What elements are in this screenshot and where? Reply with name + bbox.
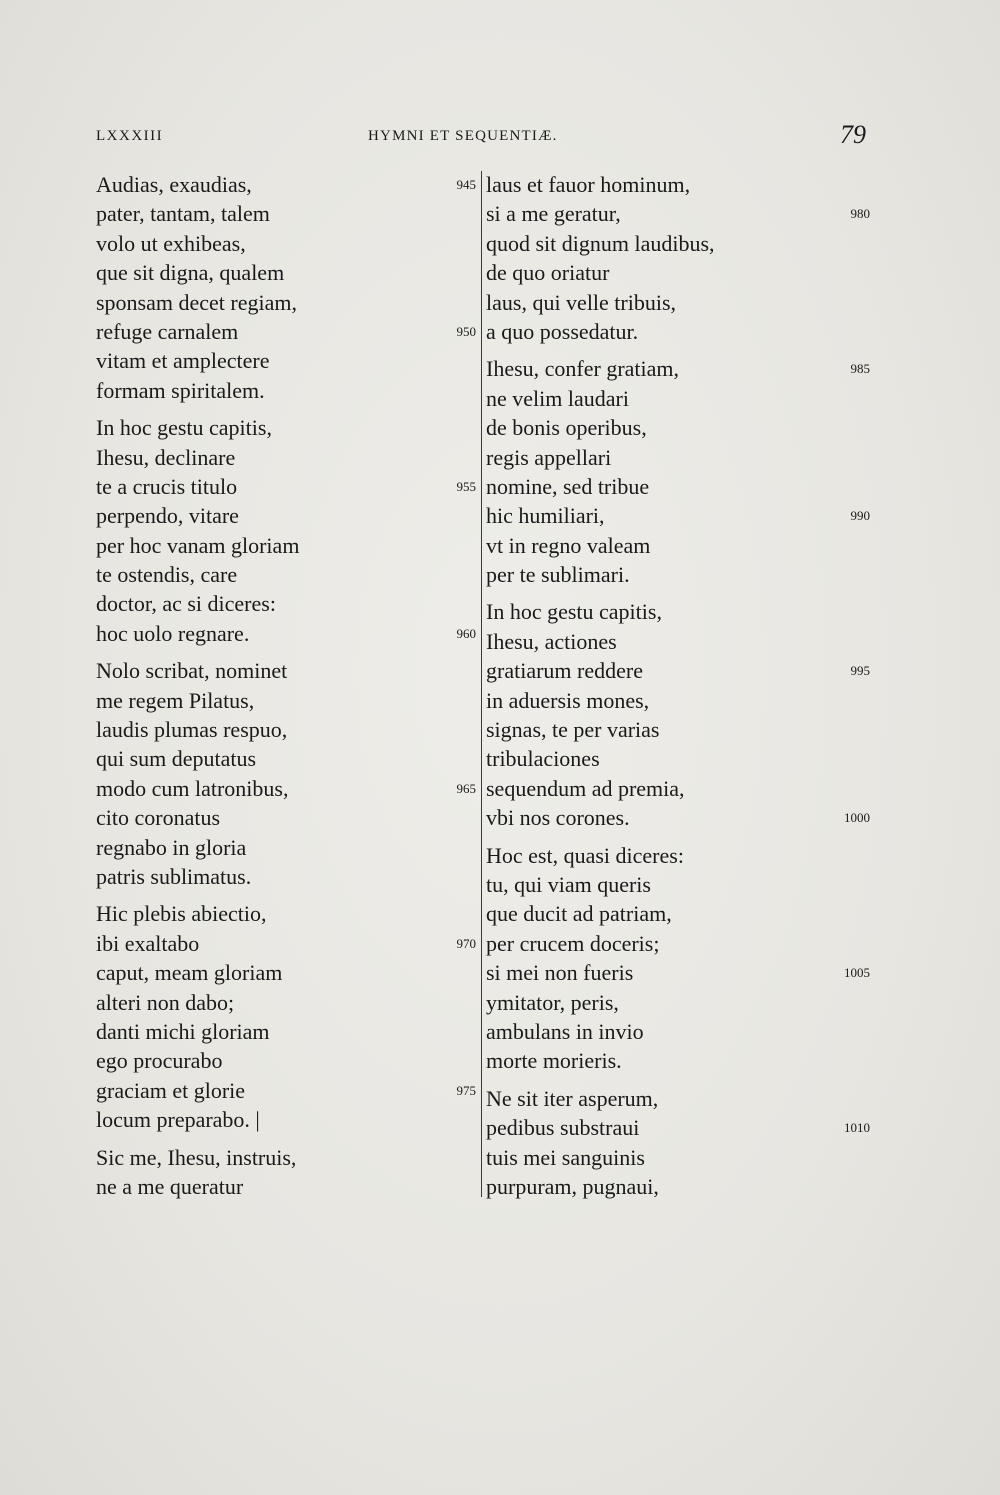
- verse-line: [486, 1143, 870, 1172]
- verse-text: graciam et glorie: [96, 1077, 246, 1103]
- header-title: HYMNI ET SEQUENTIÆ.: [368, 128, 558, 144]
- verse-text: ymitator, peris,: [486, 989, 619, 1015]
- verse-line: [486, 258, 870, 287]
- verse-text: Ne sit iter asperum,: [486, 1085, 659, 1111]
- verse-text: per crucem doceris;: [486, 930, 660, 956]
- verse-line: [486, 472, 870, 501]
- line-number: 965: [456, 780, 476, 796]
- verse-line: [486, 1113, 870, 1142]
- verse-line: [486, 1172, 870, 1201]
- verse-line: [96, 229, 476, 258]
- verse-text: doctor, ac si diceres:: [96, 591, 276, 617]
- verse-line: [96, 656, 476, 685]
- verse-line: [486, 288, 870, 317]
- line-number: 960: [456, 625, 476, 641]
- verse-text: purpuram, pugnaui,: [486, 1173, 659, 1199]
- verse-text: Ihesu, confer gratiam,: [486, 356, 680, 382]
- verse-line: [486, 715, 870, 744]
- verse-line: [96, 531, 476, 560]
- verse-text: morte morieris.: [486, 1048, 622, 1074]
- verse-text: a quo possedatur.: [486, 318, 639, 344]
- verse-text: laus et fauor hominum,: [486, 172, 691, 197]
- verse-text: gratiarum reddere: [486, 658, 643, 684]
- line-number: 975: [456, 1082, 476, 1098]
- verse-text: sequendum ad premia,: [486, 775, 685, 801]
- verse-line: [96, 1017, 476, 1046]
- verse-text: Audias, exaudias,: [96, 172, 252, 197]
- stanza: [486, 597, 870, 832]
- verse-line: [96, 1172, 476, 1201]
- verse-line: [486, 929, 870, 958]
- stanza: [486, 1084, 870, 1202]
- verse-line: [486, 443, 870, 472]
- stanza: [486, 841, 870, 1076]
- verse-line: [96, 958, 476, 987]
- verse-line: [486, 1084, 870, 1113]
- stanza: [96, 899, 476, 1134]
- verse-line: [486, 803, 870, 832]
- verse-line: [486, 199, 870, 228]
- verse-line: [486, 1046, 870, 1075]
- verse-line: [486, 870, 870, 899]
- line-number: 1005: [844, 965, 870, 981]
- verse-text: refuge carnalem: [96, 318, 239, 344]
- verse-line: [96, 862, 476, 891]
- verse-text: Hoc est, quasi diceres:: [486, 842, 684, 868]
- line-number: 970: [456, 935, 476, 951]
- verse-text: alteri non dabo;: [96, 989, 235, 1015]
- verse-text: patris sublimatus.: [96, 863, 252, 889]
- verse-text: qui sum deputatus: [96, 746, 257, 772]
- verse-text: per hoc vanam gloriam: [96, 532, 300, 558]
- verse-text: Sic me, Ihesu, instruis,: [96, 1144, 297, 1170]
- verse-text: volo ut exhibeas,: [96, 230, 246, 256]
- running-header: [96, 120, 866, 154]
- verse-line: [486, 531, 870, 560]
- verse-text: si mei non fueris: [486, 960, 634, 986]
- verse-text: te a crucis titulo: [96, 473, 238, 499]
- verse-line: [486, 656, 870, 685]
- verse-line: [96, 472, 476, 501]
- verse-text: ego procurabo: [96, 1048, 223, 1074]
- verse-line: [96, 1076, 476, 1105]
- verse-line: [96, 199, 476, 228]
- header-section-number: LXXXIII: [96, 128, 164, 144]
- verse-line: [96, 774, 476, 803]
- verse-line: [486, 686, 870, 715]
- verse-line: [96, 170, 476, 199]
- verse-text: caput, meam gloriam: [96, 960, 283, 986]
- line-number: 995: [850, 663, 870, 679]
- verse-text: ibi exaltabo: [96, 930, 200, 956]
- verse-text: que ducit ad patriam,: [486, 901, 672, 927]
- verse-text: tu, qui viam queris: [486, 871, 651, 897]
- line-number: 945: [456, 177, 476, 192]
- verse-line: [96, 589, 476, 618]
- verse-text: Hic plebis abiectio,: [96, 901, 267, 927]
- column-divider: [481, 171, 482, 1197]
- verse-line: [486, 354, 870, 383]
- verse-text: pater, tantam, talem: [96, 201, 270, 227]
- line-number: 950: [456, 323, 476, 339]
- verse-text: te ostendis, care: [96, 562, 238, 588]
- verse-text: modo cum latronibus,: [96, 775, 289, 801]
- verse-text: vitam et amplectere: [96, 348, 270, 374]
- verse-line: [486, 170, 870, 199]
- verse-line: [96, 1143, 476, 1172]
- page-number: 79: [840, 120, 866, 149]
- verse-line: [96, 899, 476, 928]
- verse-line: [486, 317, 870, 346]
- line-number: 955: [456, 478, 476, 494]
- line-number: 985: [850, 361, 870, 377]
- verse-line: [96, 803, 476, 832]
- verse-line: [486, 988, 870, 1017]
- verse-text: tuis mei sanguinis: [486, 1144, 645, 1170]
- line-number: 990: [850, 508, 870, 524]
- verse-line: [486, 958, 870, 987]
- verse-line: [96, 288, 476, 317]
- verse-line: [486, 560, 870, 589]
- verse-line: [486, 841, 870, 870]
- verse-text: locum preparabo. |: [96, 1107, 260, 1133]
- verse-line: [96, 501, 476, 530]
- verse-line: [486, 384, 870, 413]
- verse-text: per te sublimari.: [486, 562, 630, 588]
- verse-text: laudis plumas respuo,: [96, 717, 288, 743]
- verse-line: [486, 744, 870, 773]
- verse-text: si a me geratur,: [486, 201, 621, 227]
- verse-line: [96, 619, 476, 648]
- stanza: [486, 354, 870, 589]
- verse-line: [96, 258, 476, 287]
- verse-text: signas, te per varias: [486, 717, 660, 743]
- verse-text: regis appellari: [486, 444, 612, 470]
- verse-text: me regem Pilatus,: [96, 687, 255, 713]
- verse-text: sponsam decet regiam,: [96, 289, 297, 315]
- verse-line: [486, 413, 870, 442]
- verse-text: hoc uolo regnare.: [96, 620, 250, 646]
- verse-text: Ihesu, actiones: [486, 628, 617, 654]
- stanza: [96, 1143, 476, 1202]
- verse-text: formam spiritalem.: [96, 377, 265, 403]
- verse-line: [486, 774, 870, 803]
- verse-line: [96, 1105, 476, 1134]
- verse-text: que sit digna, qualem: [96, 260, 285, 286]
- verse-text: perpendo, vitare: [96, 503, 239, 529]
- verse-text: danti michi gloriam: [96, 1018, 270, 1044]
- verse-text: de bonis operibus,: [486, 415, 647, 441]
- verse-line: [96, 317, 476, 346]
- verse-text: ne velim laudari: [486, 385, 629, 411]
- stanza: [96, 656, 476, 891]
- verse-text: tribulaciones: [486, 746, 600, 772]
- verse-text: ambulans in invio: [486, 1018, 644, 1044]
- line-number: 980: [850, 206, 870, 222]
- stanza: [486, 170, 870, 346]
- verse-line: [486, 229, 870, 258]
- verse-line: [96, 376, 476, 405]
- verse-line: [486, 501, 870, 530]
- verse-text: cito coronatus: [96, 805, 221, 831]
- verse-text: vbi nos corones.: [486, 805, 630, 831]
- verse-text: vt in regno valeam: [486, 532, 651, 558]
- verse-text: Ihesu, declinare: [96, 444, 236, 470]
- verse-line: [96, 744, 476, 773]
- verse-text: quod sit dignum laudibus,: [486, 230, 715, 256]
- verse-text: in aduersis mones,: [486, 687, 650, 713]
- verse-line: [486, 597, 870, 626]
- verse-line: [96, 413, 476, 442]
- verse-line: [96, 715, 476, 744]
- verse-line: [96, 988, 476, 1017]
- line-number: 1000: [844, 810, 870, 826]
- stanza: [96, 413, 476, 648]
- verse-text: In hoc gestu capitis,: [96, 415, 272, 441]
- verse-text: regnabo in gloria: [96, 834, 247, 860]
- verse-line: [486, 627, 870, 656]
- left-column: [96, 170, 476, 1209]
- verse-text: de quo oriatur: [486, 260, 610, 286]
- right-column: [486, 170, 870, 1209]
- verse-text: In hoc gestu capitis,: [486, 599, 662, 625]
- verse-text: pedibus substraui: [486, 1115, 640, 1141]
- verse-line: [486, 1017, 870, 1046]
- verse-line: [96, 560, 476, 589]
- line-number: 1010: [844, 1120, 870, 1136]
- verse-line: [96, 346, 476, 375]
- verse-line: [96, 443, 476, 472]
- stanza: [96, 170, 476, 405]
- verse-line: [96, 686, 476, 715]
- verse-line: [96, 1046, 476, 1075]
- verse-text: nomine, sed tribue: [486, 473, 650, 499]
- verse-line: [486, 899, 870, 928]
- verse-line: [96, 929, 476, 958]
- verse-text: laus, qui velle tribuis,: [486, 289, 677, 315]
- verse-line: [96, 833, 476, 862]
- verse-text: ne a me queratur: [96, 1173, 244, 1199]
- verse-text: Nolo scribat, nominet: [96, 658, 288, 684]
- verse-text: hic humiliari,: [486, 503, 605, 529]
